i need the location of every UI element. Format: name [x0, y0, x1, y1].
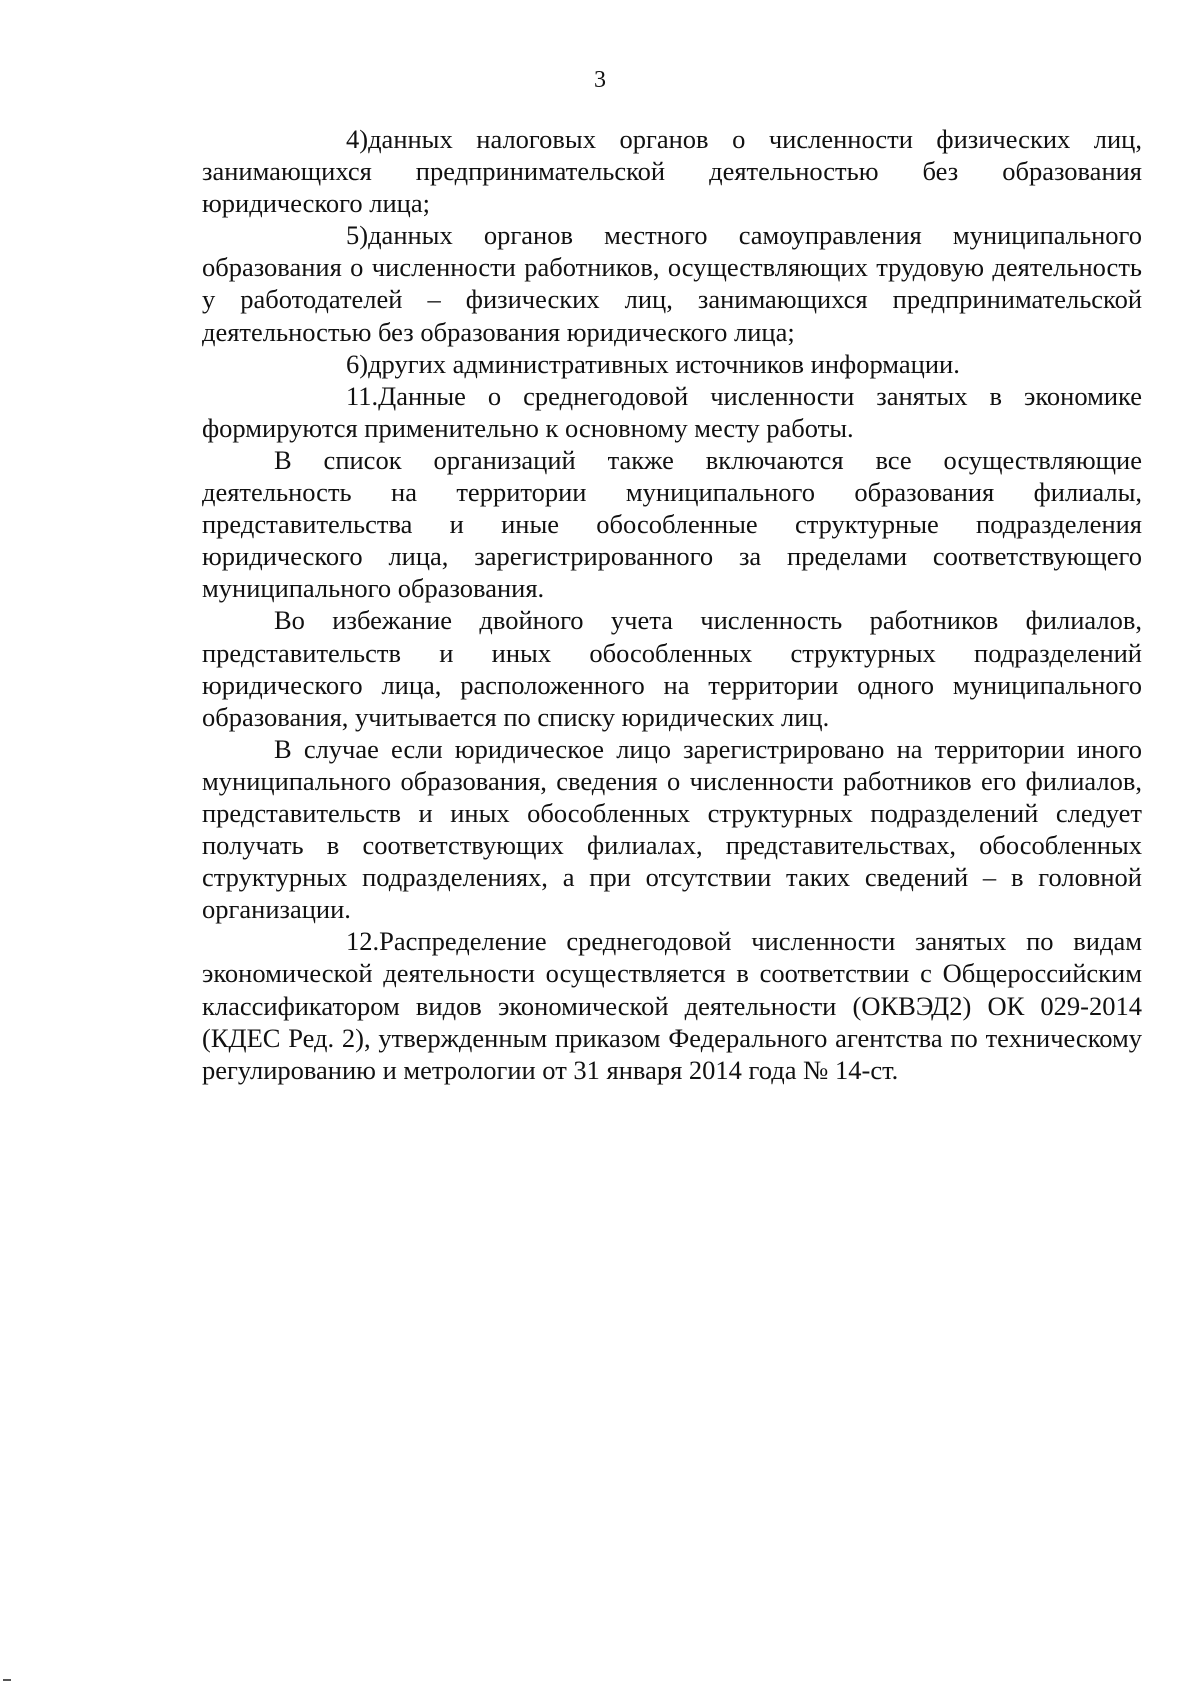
- paragraph-number: 4): [346, 124, 369, 154]
- paragraph-item-6: [202, 348, 1142, 380]
- paragraph-text: данных органов местного самоуправления муниципального образования о численности работников, осуществляющих трудовую деятельность у работодателей – физических лиц, занимающихся предпринимательской деятельностью без образования юридического лица;: [202, 220, 1142, 347]
- page-number: 3: [594, 67, 606, 93]
- paragraph-other-territory: [202, 733, 1142, 926]
- scan-mark: [3, 1679, 11, 1681]
- paragraph-text: В случае если юридическое лицо зарегистрировано на территории иного муниципального образования, сведения о численности работников его филиалов, представительств и иных обособленных структурных подразделений следует получать в соответствующих филиалах, представительствах, обособленных структурных подразделениях, а при отсутствии таких сведений – в головной организации.: [202, 733, 1142, 925]
- paragraph-number: 6): [346, 348, 369, 379]
- paragraph-number: 11.: [346, 380, 379, 411]
- paragraph-number: 12.: [346, 926, 380, 957]
- paragraph-text: Распределение среднегодовой численности занятых по видам экономической деятельности осуществляется в соответствии с Общероссийским классификатором видов экономической деятельности (ОКВЭД2) ОК 029-2014 (КДЕС Ред. 2), утвержденным приказом Федерального агентства по техническому регулированию и метрологии от 31 января 2014 года № 14-ст.: [202, 926, 1142, 1085]
- paragraph-text: других административных источников информации.: [368, 348, 960, 379]
- paragraph-text: данных налоговых органов о численности физических лиц, занимающихся предпринимательской деятельностью без образования юридического лица;: [202, 124, 1142, 219]
- document-body: [202, 123, 1142, 1086]
- paragraph-text: Во избежание двойного учета численность работников филиалов, представительств и иных обособленных структурных подразделений юридического лица, расположенного на территории одного муниципального образования, учитывается по списку юридических лиц.: [202, 605, 1142, 732]
- paragraph-item-4: [202, 123, 1142, 219]
- paragraph-text: Данные о среднегодовой численности занятых в экономике формируются применительно к основному месту работы.: [202, 380, 1142, 443]
- paragraph-text: В список организаций также включаются все осуществляющие деятельность на территории муниципального образования филиалы, представительства и иные обособленные структурные подразделения юридического лица, зарегистрированного за пределами соответствующего муниципального образования.: [202, 444, 1142, 604]
- paragraph-number: 5): [346, 220, 369, 251]
- paragraph-item-5: [202, 219, 1142, 347]
- paragraph-12: [202, 925, 1142, 1085]
- paragraph-branches-list: [202, 444, 1142, 604]
- paragraph-double-count: [202, 604, 1142, 732]
- paragraph-11: [202, 380, 1142, 444]
